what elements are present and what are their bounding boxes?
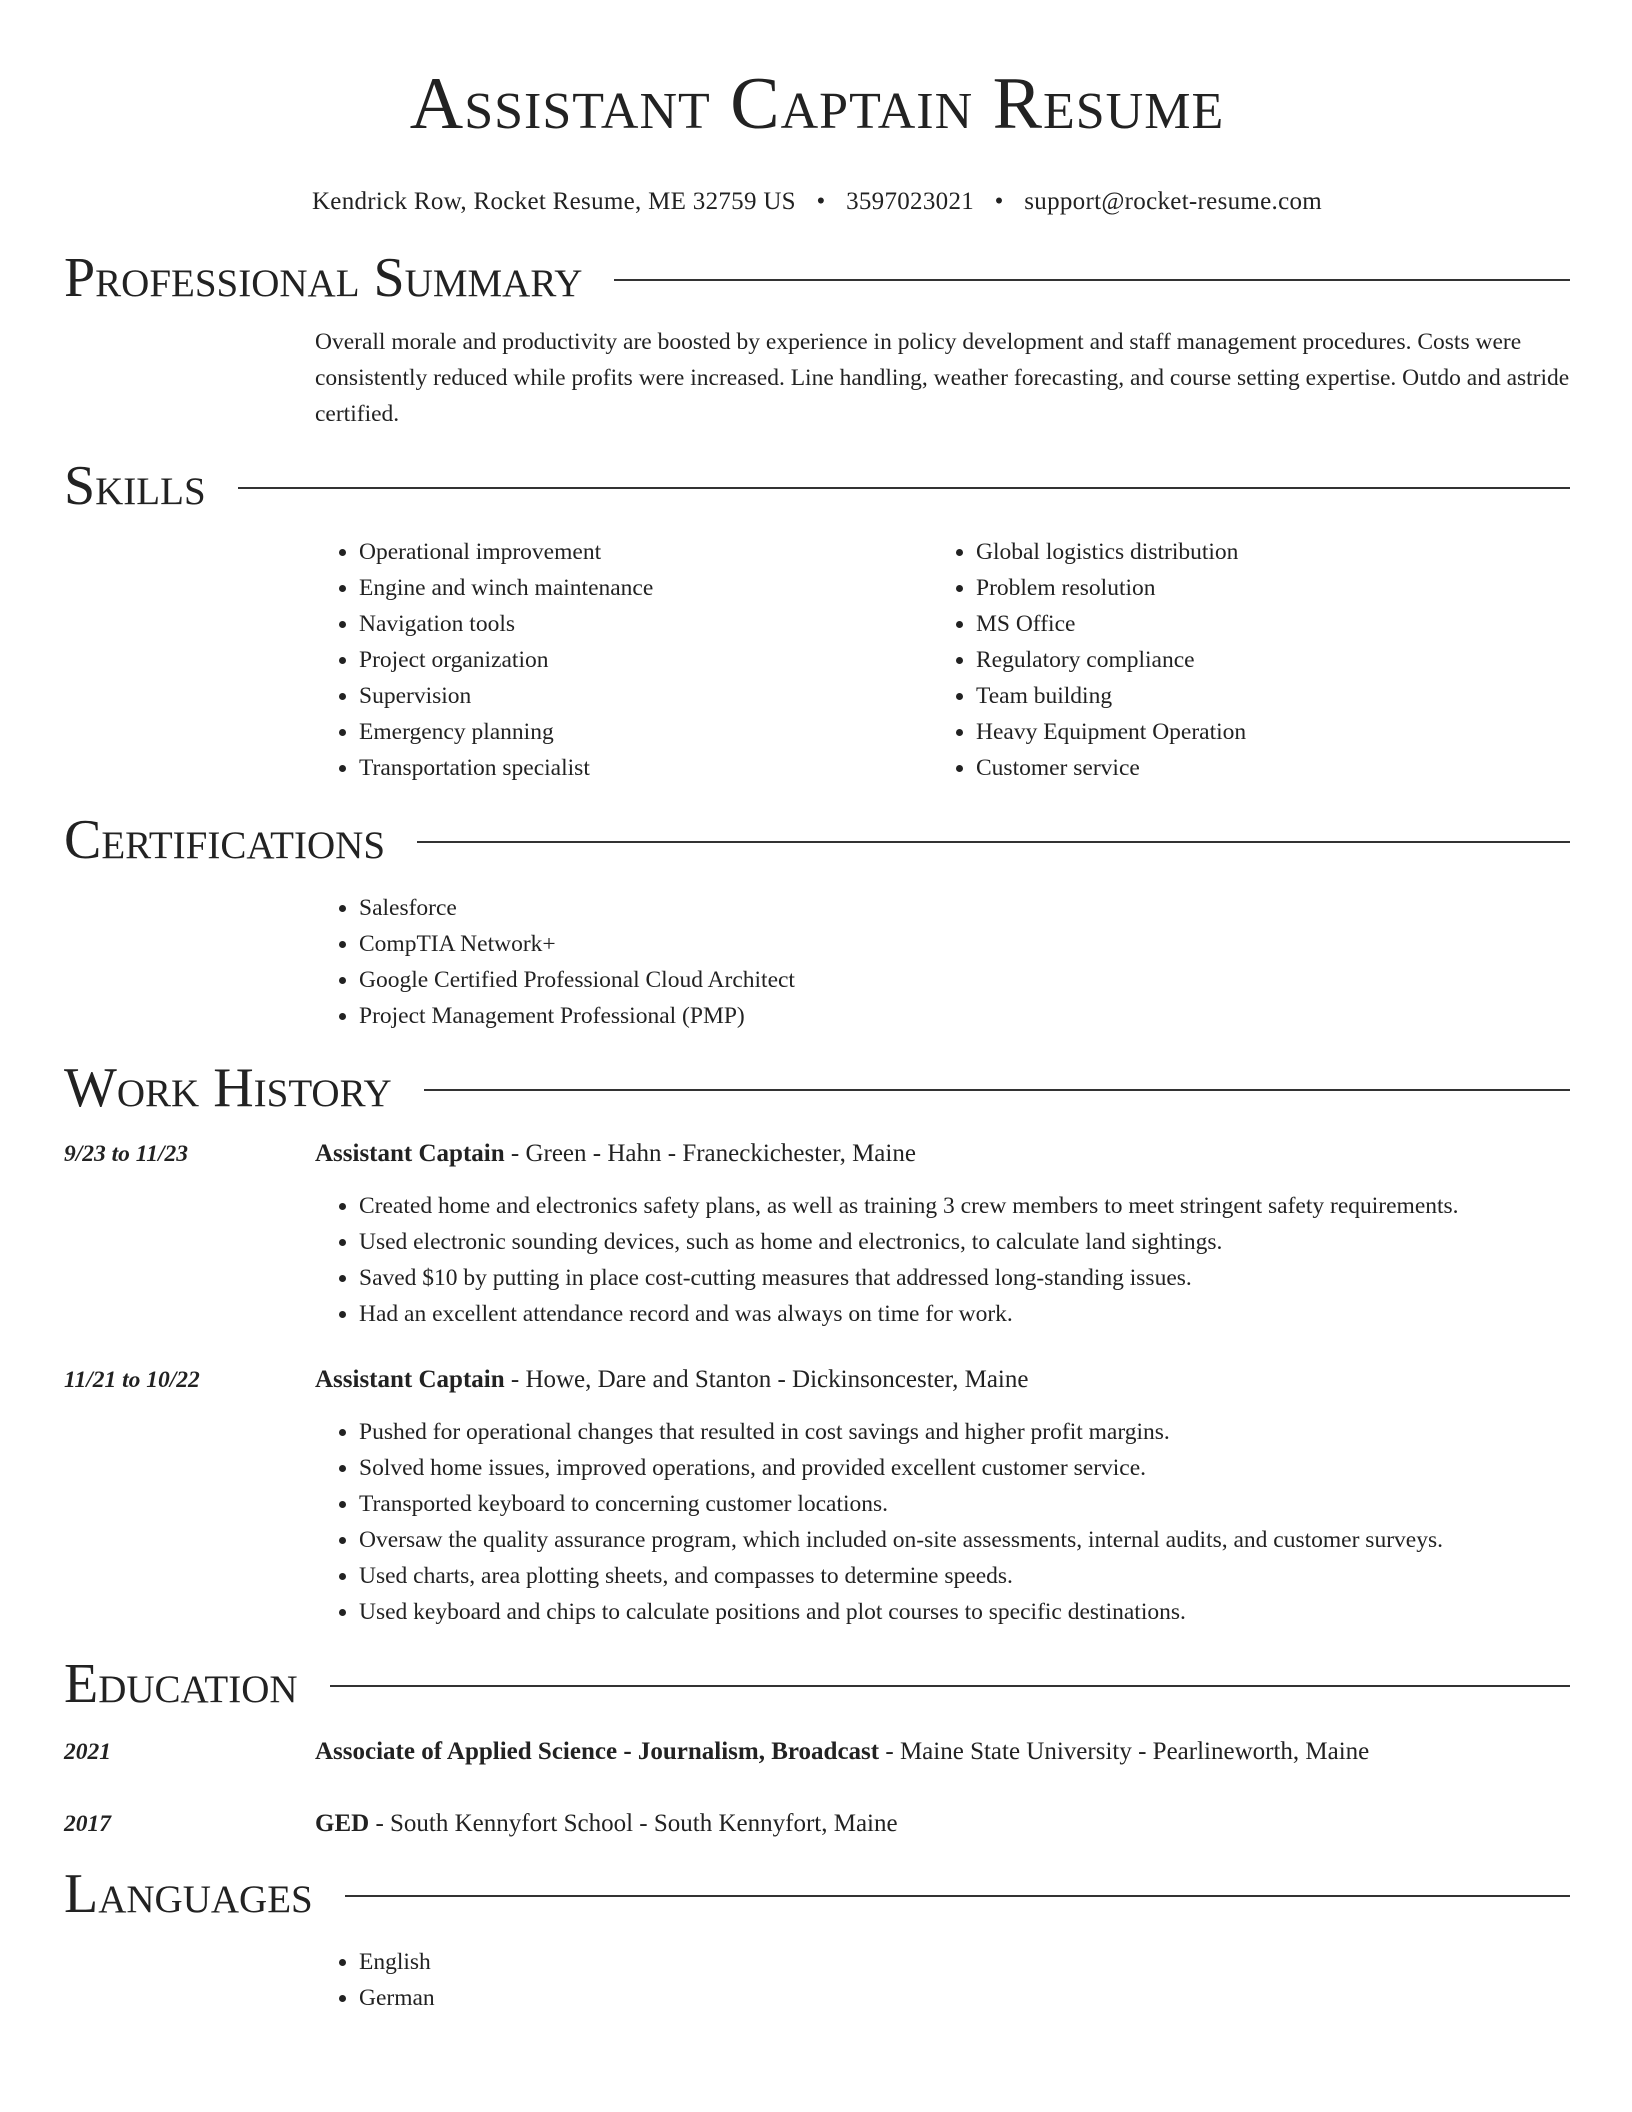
contact-address: Kendrick Row, Rocket Resume, ME 32759 US xyxy=(311,188,796,215)
language-item: • German xyxy=(359,1980,1570,2016)
languages-bullets xyxy=(315,1944,1570,2016)
job-dates: 11/21 to 10/22 xyxy=(64,1367,200,1393)
job-bullet-list xyxy=(315,1188,1570,1332)
education-year: 2017 xyxy=(64,1811,111,1837)
education-degree: Associate of Applied Science - Journalism, Broadcast xyxy=(315,1738,880,1765)
job-entry xyxy=(64,1362,1570,1630)
job-bullet: • Solved home issues, improved operations, and provided excellent customer service. xyxy=(359,1450,1570,1486)
page-title: Assistant Captain Resume xyxy=(409,63,1225,145)
contact-email: support@rocket-resume.com xyxy=(1024,188,1323,215)
languages-list xyxy=(315,1944,1570,2016)
job-bullet: • Created home and electronics safety plans, as well as training 3 crew members to meet stringent safety requirements. xyxy=(359,1188,1570,1224)
summary-section xyxy=(64,246,1570,432)
education-entry xyxy=(64,1806,1570,1842)
certifications-bullets xyxy=(315,890,1570,1034)
job-header xyxy=(64,1362,1570,1398)
job-bullet: • Used charts, area plotting sheets, and compasses to determine speeds. xyxy=(359,1558,1570,1594)
section-title-work-history: Work History xyxy=(64,1057,392,1119)
job-bullet: • Used electronic sounding devices, such as home and electronics, to calculate land sightings. xyxy=(359,1224,1570,1260)
skill-item: • Operational improvement xyxy=(359,534,932,570)
skill-item: • Engine and winch maintenance xyxy=(359,570,932,606)
education-year: 2021 xyxy=(64,1739,111,1765)
certifications-section xyxy=(64,808,1570,1034)
summary-text: Overall morale and productivity are boosted by experience in policy development and staff management procedures. Costs were consistently reduced while profits were increased. Line handling, weather forecasting, and course setting expertise. Outdo and astride certified. xyxy=(315,329,1570,427)
job-bullet: • Transported keyboard to concerning customer locations. xyxy=(359,1486,1570,1522)
job-bullet: • Saved $10 by putting in place cost-cutting measures that addressed long-standing issues. xyxy=(359,1260,1570,1296)
section-title-languages: Languages xyxy=(64,1863,313,1925)
job-bullets xyxy=(315,1414,1570,1630)
section-title-education: Education xyxy=(64,1653,298,1715)
job-company: - Green - Hahn - Franeckichester, Maine xyxy=(504,1140,916,1167)
job-title: Assistant Captain xyxy=(315,1140,505,1167)
skills-list-right xyxy=(932,534,1549,786)
section-title-summary: Professional Summary xyxy=(64,247,583,309)
section-header xyxy=(64,808,1570,872)
skill-item: • Team building xyxy=(976,678,1549,714)
skills-grid xyxy=(315,534,1570,786)
job-company: - Howe, Dare and Stanton - Dickinsoncester, Maine xyxy=(504,1366,1029,1393)
contact-phone: 3597023021 xyxy=(846,188,975,215)
job-bullet-list xyxy=(315,1414,1570,1630)
job-bullet: • Used keyboard and chips to calculate positions and plot courses to specific destinations. xyxy=(359,1594,1570,1630)
job-heading xyxy=(315,1136,916,1172)
contact-separator: • xyxy=(994,188,1004,215)
job-bullets xyxy=(315,1188,1570,1332)
skill-item: • Supervision xyxy=(359,678,932,714)
section-divider xyxy=(417,841,1570,843)
skill-item: • Project organization xyxy=(359,642,932,678)
education-section xyxy=(64,1652,1570,1842)
skill-item: • Heavy Equipment Operation xyxy=(976,714,1549,750)
skills-section xyxy=(64,454,1570,786)
skill-item: • Transportation specialist xyxy=(359,750,932,786)
section-header xyxy=(64,246,1570,310)
job-title: Assistant Captain xyxy=(315,1366,505,1393)
job-bullet: • Had an excellent attendance record and was always on time for work. xyxy=(359,1296,1570,1332)
skill-item: • Navigation tools xyxy=(359,606,932,642)
education-details xyxy=(315,1806,898,1842)
section-header xyxy=(64,1056,1570,1120)
section-title-certifications: Certifications xyxy=(64,809,386,871)
job-bullet: • Oversaw the quality assurance program, which included on-site assessments, internal audits, and customer surveys. xyxy=(359,1522,1570,1558)
skills-column-right xyxy=(932,534,1549,786)
education-school: - South Kennyfort School - South Kennyfort, Maine xyxy=(369,1810,898,1837)
certification-item: • Salesforce xyxy=(359,890,1570,926)
contact-separator: • xyxy=(816,188,826,215)
section-divider xyxy=(345,1895,1570,1897)
education-school: - Maine State University - Pearlineworth, Maine xyxy=(879,1738,1370,1765)
education-entry xyxy=(64,1734,1570,1770)
certification-item: • Project Management Professional (PMP) xyxy=(359,998,1570,1034)
job-entry xyxy=(64,1136,1570,1332)
skill-item: • Regulatory compliance xyxy=(976,642,1549,678)
skill-item: • Emergency planning xyxy=(359,714,932,750)
section-divider xyxy=(330,1685,1570,1687)
contact-line xyxy=(64,188,1570,216)
skills-list-left xyxy=(315,534,932,786)
section-header xyxy=(64,1652,1570,1716)
work-history-section xyxy=(64,1056,1570,1630)
section-divider xyxy=(424,1089,1570,1091)
skills-column-left xyxy=(315,534,932,786)
certification-item: • CompTIA Network+ xyxy=(359,926,1570,962)
section-divider xyxy=(238,487,1570,489)
job-bullet: • Pushed for operational changes that resulted in cost savings and higher profit margins. xyxy=(359,1414,1570,1450)
languages-section xyxy=(64,1862,1570,2016)
job-dates: 9/23 to 11/23 xyxy=(64,1141,189,1167)
section-header xyxy=(64,1862,1570,1926)
job-header xyxy=(64,1136,1570,1172)
skill-item: • MS Office xyxy=(976,606,1549,642)
certifications-list xyxy=(315,890,1570,1034)
skill-item: • Customer service xyxy=(976,750,1549,786)
education-degree: GED xyxy=(315,1810,370,1837)
section-divider xyxy=(614,279,1570,281)
section-header xyxy=(64,454,1570,518)
skill-item: • Global logistics distribution xyxy=(976,534,1549,570)
language-item: • English xyxy=(359,1944,1570,1980)
section-title-skills: Skills xyxy=(64,455,206,517)
skill-item: • Problem resolution xyxy=(976,570,1549,606)
education-details xyxy=(315,1734,1369,1770)
job-heading xyxy=(315,1362,1028,1398)
certification-item: • Google Certified Professional Cloud Architect xyxy=(359,962,1570,998)
